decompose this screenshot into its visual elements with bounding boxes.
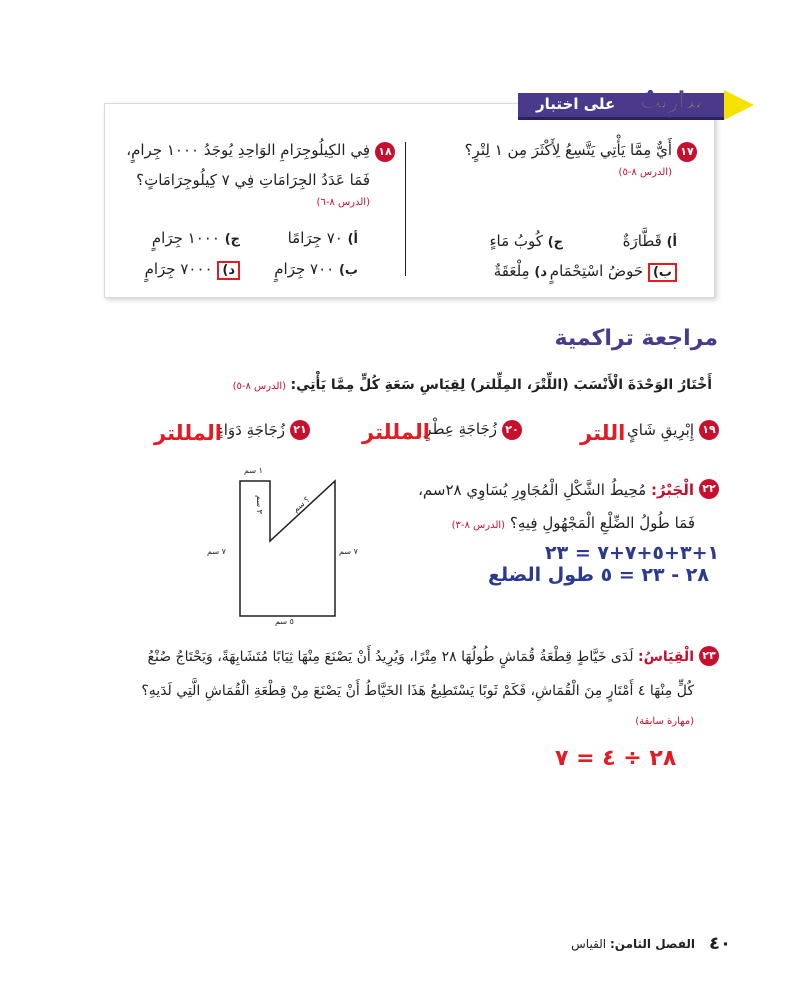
q22-line1 xyxy=(418,481,694,499)
q23-label: الْقِيَاسُ: xyxy=(637,649,694,665)
q17-option-a-letter: أ) xyxy=(666,235,677,250)
q17-option-c xyxy=(489,232,563,250)
banner-word: تدارِيبٌ xyxy=(640,88,703,114)
q17-option-c-text: كُوبُ مَاءٍ xyxy=(489,232,543,250)
q18-option-b-letter: ب) xyxy=(338,263,358,278)
q20-answer: المللتر xyxy=(362,420,430,444)
review-instruction xyxy=(233,377,712,393)
question-number-18: ١٨ xyxy=(375,142,395,162)
review-lesson-ref: (الدرس ٨-٥) xyxy=(232,381,287,392)
question-number-21: ٢١ xyxy=(290,420,310,440)
q22-line1-text: مُحِيطُ الشَّكْلِ الْمُجَاوِرِ يُسَاوِي ٢٨سم، xyxy=(418,481,647,499)
question-number-17: ١٧ xyxy=(677,142,697,162)
q17-lesson-ref: (الدرس ٨-٥) xyxy=(618,167,672,178)
q22-label: الْجَبْرُ: xyxy=(650,481,694,499)
footer-chapter xyxy=(571,937,695,951)
column-divider xyxy=(405,142,406,276)
q21-answer: المللتر xyxy=(154,421,222,445)
banner-text: على اختبار xyxy=(536,95,616,113)
review-instruction-text: أَخْتَارُ الوَحْدَةَ الْأَنْسَبَ (اللِّتْرَ، المِلِّلتر) لِقِيَاسِ سَعَةِ كُلٍّ مِمَّا يَأْتِي: xyxy=(290,377,712,393)
review-title: مراجعة تراكمية xyxy=(554,326,718,351)
q17-option-b-text: حَوضُ اسْتِحْمَامٍ xyxy=(549,262,644,280)
q22-line2-text: فَمَا طُولُ الضِّلْعِ الْمَجْهُولِ فِيهِ؟ xyxy=(509,514,695,532)
q18-option-c-text: ١٠٠٠ جِرَامٍ xyxy=(151,229,220,247)
q23-line1-text: لَدَى خَيَّاطٍ قِطْعَةُ قُمَاشٍ طُولُهَا ٢٨ مِتْرًا، وَيُرِيدُ أَنْ يَصْنَعَ مِنْهَا ثِيَابًا مُتَشَابِهَةً، وَيَحْتَاجُ صُنْعُ xyxy=(147,649,634,665)
q17-option-d-letter: د) xyxy=(534,265,547,280)
q19-answer: اللتر xyxy=(580,421,626,445)
figure-label-left: ٧ سم xyxy=(207,547,226,556)
q21-item: زُجَاجَةِ دَوَاءٍ xyxy=(216,421,285,439)
q23-line1 xyxy=(148,649,694,665)
q23-skill-ref: (مهارة سابقة) xyxy=(635,716,694,727)
q17-option-a xyxy=(623,232,677,250)
q18-option-a-text: ٧٠ جِرَامًا xyxy=(287,229,343,247)
q18-option-d-text: ٧٠٠٠ جِرَامٍ xyxy=(144,260,213,278)
q23-answer: ٢٨ ÷ ٤ = ٧ xyxy=(555,746,677,771)
q18-option-d-letter-selected: د) xyxy=(217,261,240,280)
q18-option-b-text: ٧٠٠ جِرَامٍ xyxy=(274,260,335,278)
q18-line1: فِي الكِيلُوجِرَامِ الوَاحِدِ يُوجَدُ ١٠٠٠ جِرامٍ، xyxy=(126,141,370,159)
question-number-22: ٢٢ xyxy=(699,479,719,499)
q17-question: أَيٌّ مِمَّا يَأْتِي يَتَّسِعُ لِأَكْثَرَ مِن ١ لِتْرٍ؟ xyxy=(464,141,672,159)
q17-option-c-letter: ج) xyxy=(547,235,563,250)
question-number-20: ٢٠ xyxy=(502,420,522,440)
q17-option-a-text: قَطَّارَةٌ xyxy=(622,232,662,250)
question-number-19: ١٩ xyxy=(699,420,719,440)
q22-answer-result-text: ٢٨ - ٢٣ = ٥ طول الضلع xyxy=(488,564,709,586)
q18-option-a-letter: أ) xyxy=(347,232,358,247)
q17-option-d xyxy=(494,262,547,280)
q17-option-b-letter-selected: ب) xyxy=(648,263,677,282)
figure-label-bottom: ٥ سم xyxy=(275,617,294,626)
q23-line2: كُلٍّ مِنْهَا ٤ أَمْتَارٍ مِنَ الْقُمَاشِ، فَكَمْ ثَوبًا يَسْتَطِيعُ هَذَا الخَيَّاطُ أَنْ يَصْنَعَ مِنْ قِطْعَةِ الْقُمَاشِ الَّتِي لَدَيهِ؟ xyxy=(141,683,694,699)
perimeter-figure xyxy=(196,458,386,628)
q22-lesson-ref: (الدرس ٨-٣) xyxy=(451,520,506,531)
q17-option-b xyxy=(550,262,677,280)
q18-option-c-letter: ج) xyxy=(224,232,240,247)
page-number: ٤٠ xyxy=(709,933,731,954)
figure-label-unknown: ؟ سم xyxy=(291,495,312,514)
footer-chapter-text: الفصل الثامن: xyxy=(609,937,695,951)
q17-option-d-text: مِلْعَقَةٌ xyxy=(493,262,530,280)
q19-item: إِبْرِيقِ شَايٍ xyxy=(627,421,694,439)
footer-topic: القياس xyxy=(571,937,607,951)
figure-label-right: ٧ سم xyxy=(339,547,358,556)
q18-option-c xyxy=(152,229,240,247)
figure-label-top: ١ سم xyxy=(244,466,263,475)
q18-lesson-ref: (الدرس ٨-٦) xyxy=(316,197,370,208)
q18-option-b xyxy=(274,260,358,278)
q22-line2 xyxy=(452,514,695,532)
question-number-23: ٢٣ xyxy=(699,646,719,666)
figure-label-inner: ٣ سم xyxy=(254,495,264,514)
q22-answer-result xyxy=(488,564,709,586)
q18-line2: فَمَا عَدَدُ الجِرَامَاتِ فِي ٧ كِيلُوجِرَامَاتٍ؟ xyxy=(136,171,370,189)
q20-item: زُجَاجَةِ عِطْرٍ xyxy=(424,420,497,438)
q18-option-d xyxy=(145,260,240,278)
q22-answer-sum: ١+٣+٥+٧+٧ = ٢٣ xyxy=(545,542,720,564)
q18-option-a xyxy=(288,229,358,247)
